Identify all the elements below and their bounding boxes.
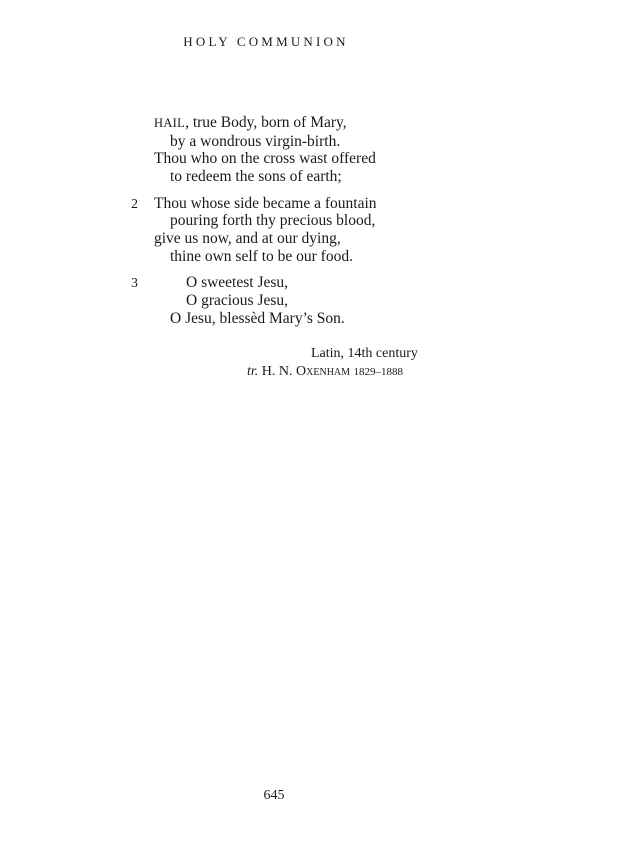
verse-1-line-3: Thou who on the cross wast offered bbox=[154, 150, 376, 167]
attribution-translator bbox=[247, 365, 403, 379]
verse-1-line-2: by a wondrous virgin-birth. bbox=[170, 133, 341, 150]
verse-1-line-1-rest: , true Body, born of Mary, bbox=[185, 114, 347, 131]
translator-years: 1829–1888 bbox=[353, 366, 404, 378]
attribution-source: Latin, 14th century bbox=[311, 346, 418, 361]
translator-prefix: tr. bbox=[247, 364, 259, 379]
verse-1-line-4: to redeem the sons of earth; bbox=[170, 168, 342, 185]
verse-1-first-word: HAIL bbox=[154, 116, 186, 130]
translator-initials: H. N. bbox=[261, 364, 293, 379]
verse-2-line-4: thine own self to be our food. bbox=[170, 248, 353, 265]
verse-2-line-2: pouring forth thy precious blood, bbox=[170, 212, 376, 229]
verse-2-number: 2 bbox=[131, 197, 138, 212]
verse-1-line-1 bbox=[154, 115, 347, 131]
verse-2-line-1: Thou whose side became a fountain bbox=[154, 195, 377, 212]
page-number: 645 bbox=[263, 788, 285, 803]
verse-2-line-3: give us now, and at our dying, bbox=[154, 230, 341, 247]
verse-3-line-1: O sweetest Jesu, bbox=[186, 274, 289, 291]
translator-surname: Oxenham bbox=[296, 364, 351, 379]
verse-3-line-2: O gracious Jesu, bbox=[186, 292, 289, 309]
running-head: HOLY COMMUNION bbox=[183, 34, 349, 49]
verse-3-line-3: O Jesu, blessèd Mary’s Son. bbox=[170, 310, 345, 327]
verse-3-number: 3 bbox=[131, 276, 138, 291]
